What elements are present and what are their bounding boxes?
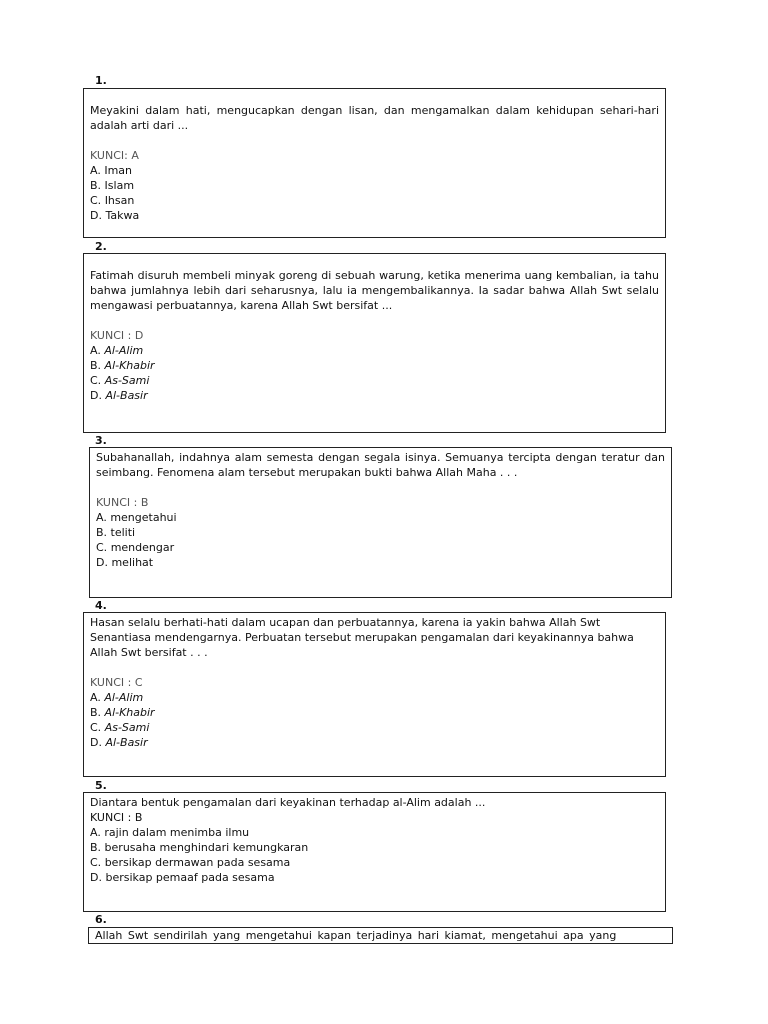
option-b: B. teliti bbox=[96, 526, 136, 539]
option-c: C. As-Sami bbox=[90, 721, 150, 734]
option-a: A. mengetahui bbox=[96, 511, 177, 524]
question-box bbox=[83, 612, 666, 777]
question-box bbox=[83, 792, 666, 912]
option-d: D. melihat bbox=[96, 556, 154, 569]
option-c: C. bersikap dermawan pada sesama bbox=[90, 856, 291, 869]
option-c: C. Ihsan bbox=[90, 194, 135, 207]
option-c: C. mendengar bbox=[96, 541, 175, 554]
answer-key: KUNCI : B bbox=[90, 811, 143, 824]
option-c: C. As-Sami bbox=[90, 374, 150, 387]
question-number: 2. bbox=[95, 240, 107, 253]
option-d: D. Al-Basir bbox=[90, 736, 148, 749]
option-a: A. Al-Alim bbox=[90, 691, 144, 704]
answer-key: KUNCI : B bbox=[96, 496, 149, 509]
answer-key: KUNCI : D bbox=[90, 329, 144, 342]
question-box bbox=[88, 927, 673, 944]
question-text: Meyakini dalam hati, mengucapkan dengan lisan, dan mengamalkan dalam kehidupan sehari-hari adalah arti dari ... bbox=[90, 104, 659, 132]
option-a: A. rajin dalam menimba ilmu bbox=[90, 826, 250, 839]
question-text: Hasan selalu berhati-hati dalam ucapan dan perbuatannya, karena ia yakin bahwa Allah Swt Senantiasa mendengarnya. Perbuatan tersebut merupakan pengamalan dari keyakinannya bahwa Allah Swt bersifat . . . bbox=[90, 616, 634, 659]
answer-key: KUNCI: A bbox=[90, 149, 139, 162]
option-b: B. Al-Khabir bbox=[90, 359, 155, 372]
option-d: D. Al-Basir bbox=[90, 389, 148, 402]
question-number: 6. bbox=[95, 913, 107, 926]
option-a: A. Al-Alim bbox=[90, 344, 144, 357]
option-d: D. bersikap pemaaf pada sesama bbox=[90, 871, 275, 884]
question-box bbox=[83, 88, 666, 238]
option-d: D. Takwa bbox=[90, 209, 140, 222]
question-text: Subahanallah, indahnya alam semesta dengan segala isinya. Semuanya tercipta dengan teratur dan seimbang. Fenomena alam tersebut merupakan bukti bahwa Allah Maha . . . bbox=[96, 451, 665, 479]
question-text: Fatimah disuruh membeli minyak goreng di sebuah warung, ketika menerima uang kembalian, ia tahu bahwa jumlahnya lebih dari seharusnya, lalu ia mengembalikannya. Ia sadar bahwa Allah Swt selalu mengawasi perbuatannya, karena Allah Swt bersifat ... bbox=[90, 269, 659, 312]
option-b: B. Islam bbox=[90, 179, 135, 192]
question-box bbox=[89, 447, 672, 598]
question-box bbox=[83, 253, 666, 433]
question-number: 1. bbox=[95, 74, 107, 87]
question-number: 5. bbox=[95, 779, 107, 792]
question-number: 3. bbox=[95, 434, 107, 447]
answer-key: KUNCI : C bbox=[90, 676, 143, 689]
option-b: B. berusaha menghindari kemungkaran bbox=[90, 841, 309, 854]
option-b: B. Al-Khabir bbox=[90, 706, 155, 719]
question-text: Diantara bentuk pengamalan dari keyakinan terhadap al-Alim adalah ... bbox=[90, 796, 486, 809]
question-text: Allah Swt sendirilah yang mengetahui kapan terjadinya hari kiamat, mengetahui apa yang bbox=[95, 929, 617, 942]
option-a: A. Iman bbox=[90, 164, 132, 177]
question-number: 4. bbox=[95, 599, 107, 612]
